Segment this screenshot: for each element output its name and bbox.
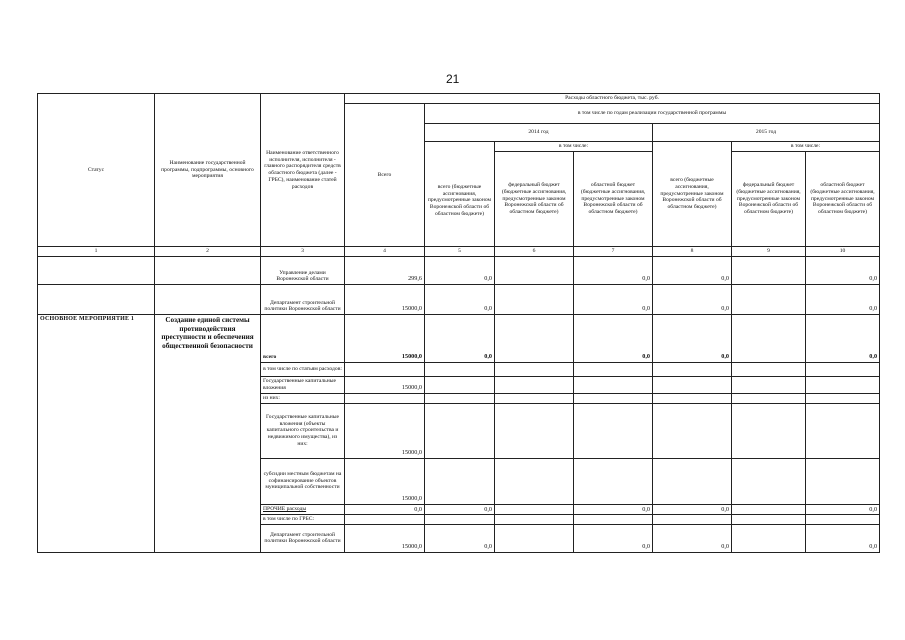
cell-value: 0,0 (574, 284, 653, 314)
header-fed-2015: федеральный бюджет (бюджетные ассигнования, предусмотренные законом Воронежской области об областном бюджете) (732, 151, 806, 246)
header-status: Статус (38, 94, 155, 247)
cell-value: 0,0 (425, 284, 495, 314)
cell-value: 0,0 (425, 256, 495, 284)
cell-value: 15000,0 (345, 458, 425, 504)
row-label: Департамент строительной политики Воронежской области (261, 284, 345, 314)
col-number: 7 (574, 247, 653, 257)
cell-value: 0,0 (425, 524, 495, 552)
page-number: 21 (446, 72, 460, 86)
col-number: 1 (38, 247, 155, 257)
cell-value: 0,0 (574, 314, 653, 362)
cell-value: 0,0 (653, 504, 732, 514)
cell-value: 0,0 (653, 314, 732, 362)
row-label: Государственные капитальные вложения (261, 376, 345, 393)
row-label: всего (261, 314, 345, 362)
col-number: 2 (155, 247, 261, 257)
header-total-2015: всего (бюджетные ассигнования, предусмотренные законом Воронежской области об областном бюджете) (653, 142, 732, 247)
row-label: Департамент строительной политики Воронежской области (261, 524, 345, 552)
table-row (38, 256, 880, 284)
col-number: 4 (345, 247, 425, 257)
header-year-2014: 2014 год (425, 124, 653, 142)
cell-value: 15000,0 (345, 524, 425, 552)
header-fed-2014: федеральный бюджет (бюджетные ассигнования, предусмотренные законом Воронежской области об областном бюджете) (495, 151, 574, 246)
cell-value: 15000,0 (345, 314, 425, 362)
row-label: ПРОЧИЕ расходы (261, 504, 345, 514)
cell-value: 0,0 (653, 524, 732, 552)
header-executor: Наименование ответственного исполнителя, исполнителя - главного распорядителя средств областного бюджета (далее - ГРБС), наименование статей расходов (261, 94, 345, 247)
row-label: в том числе по ГРБС: (261, 515, 345, 525)
cell-value: 0,0 (574, 256, 653, 284)
header-incl-2015: в том числе: (732, 142, 879, 151)
table-row (38, 284, 880, 314)
cell-value: 0,0 (574, 524, 653, 552)
cell-value: 0,0 (345, 504, 425, 514)
row-label: Управление делами Воронежской области (261, 256, 345, 284)
budget-table (37, 93, 880, 553)
cell-value: 0,0 (425, 314, 495, 362)
col-number: 5 (425, 247, 495, 257)
cell-value: 0,0 (574, 504, 653, 514)
row-label: Государственные капитальные вложения (объекты капитального строительства и недвижимого имущества), из них: (261, 403, 345, 458)
cell-value: 0,0 (806, 504, 880, 514)
row-label: в том числе по статьям расходов: (261, 362, 345, 376)
cell-value: 0,0 (425, 504, 495, 514)
col-number: 8 (653, 247, 732, 257)
col-number: 3 (261, 247, 345, 257)
cell-value: 0,0 (653, 256, 732, 284)
row-label: из них: (261, 393, 345, 403)
header-year-2015: 2015 год (653, 124, 880, 142)
header-incl-2014: в том числе: (495, 142, 652, 151)
col-number: 6 (495, 247, 574, 257)
col-number: 9 (732, 247, 806, 257)
header-total-2014: всего (бюджетные ассигнования, предусмотренные законом Воронежской области об областном бюджете) (425, 142, 495, 247)
header-program-name: Наименование государственной программы, подпрограммы, основного мероприятия (155, 94, 261, 247)
col-number: 10 (806, 247, 880, 257)
cell-value: 15000,0 (345, 403, 425, 458)
header-incl-by-years: в том числе по годам реализации государственной программы (425, 104, 880, 124)
cell-value: 0,0 (806, 284, 880, 314)
cell-value: 15000,0 (345, 376, 425, 393)
cell-value: 299,6 (345, 256, 425, 284)
cell-value: 0,0 (806, 524, 880, 552)
cell-value: 0,0 (653, 284, 732, 314)
header-reg-2015: областной бюджет (бюджетные ассигнования, предусмотренные законом Воронежской области об областном бюджете) (806, 151, 880, 246)
header-regional-expenses: Расходы областного бюджета, тыс. руб. (345, 94, 880, 104)
table-row (38, 314, 880, 362)
cell-value: 0,0 (806, 314, 880, 362)
header-reg-2014: областной бюджет (бюджетные ассигнования, предусмотренные законом Воронежской области об областном бюджете) (574, 151, 653, 246)
program-name-cell: Создание единой системы противодействия преступности и обеспечения общественной безопасности (155, 314, 261, 552)
status-cell: ОСНОВНОЕ МЕРОПРИЯТИЕ 1 (38, 314, 155, 552)
header-total: Всего (345, 104, 425, 247)
column-number-row (38, 247, 880, 257)
cell-value: 0,0 (806, 256, 880, 284)
cell-value: 15000,0 (345, 284, 425, 314)
row-label: субсидии местным бюджетам на софинансирование объектов муниципальной собственности (261, 458, 345, 504)
